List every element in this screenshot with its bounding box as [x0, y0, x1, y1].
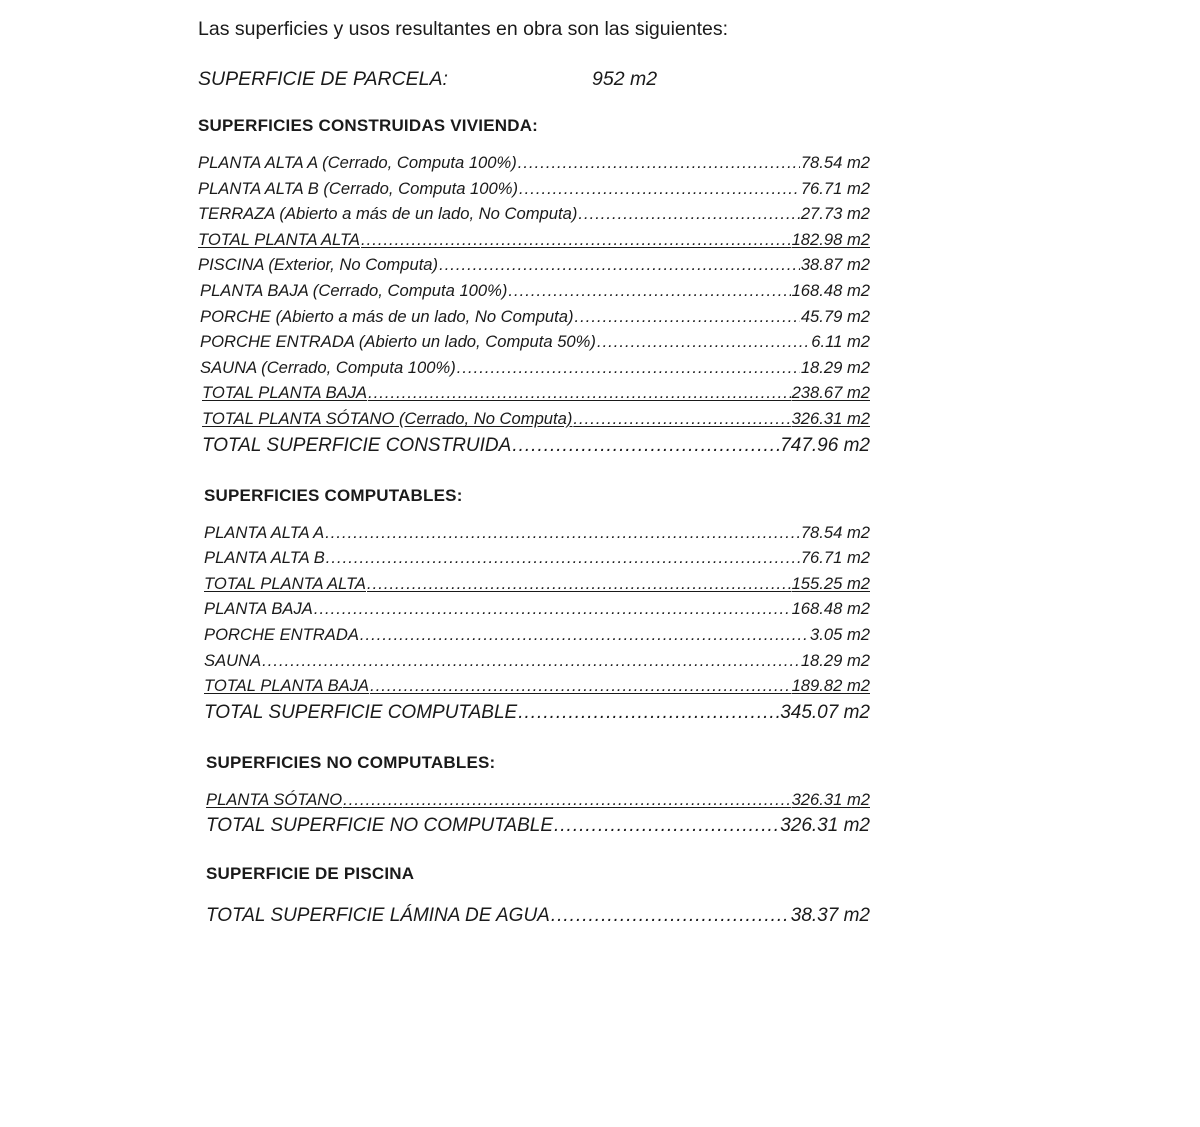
row-label: PLANTA ALTA B	[204, 548, 325, 568]
row-value: 326.31 m2	[780, 815, 870, 837]
leader-dots	[262, 648, 800, 674]
table-row	[198, 176, 870, 202]
row-value: 3.05 m2	[810, 624, 870, 644]
row-label: PORCHE (Abierto a más de un lado, No Computa)	[200, 306, 574, 326]
leader-dots	[367, 571, 791, 597]
leader-dots	[370, 673, 791, 699]
table-row-subtotal	[204, 571, 870, 597]
leader-dots	[519, 176, 800, 202]
leader-dots	[512, 432, 779, 460]
row-value: 168.48 m2	[791, 599, 870, 619]
leader-dots	[343, 787, 790, 813]
table-row	[204, 596, 870, 622]
leader-dots	[326, 545, 800, 571]
table-row	[198, 304, 870, 330]
section-no-computables	[198, 749, 870, 841]
row-value: 326.31 m2	[791, 408, 870, 428]
row-value: 18.29 m2	[800, 357, 870, 377]
parcela-line	[198, 64, 870, 94]
leader-dots	[325, 520, 800, 546]
row-value: 345.07 m2	[780, 701, 870, 723]
table-row	[198, 252, 870, 278]
leader-dots	[508, 278, 790, 304]
row-label: TOTAL PLANTA BAJA	[202, 383, 368, 403]
row-label: TOTAL PLANTA SÓTANO (Cerrado, No Computa)	[202, 408, 573, 428]
row-label: PISCINA (Exterior, No Computa)	[198, 255, 439, 275]
leader-dots	[578, 201, 799, 227]
leader-dots	[361, 227, 791, 253]
row-label: TOTAL PLANTA ALTA	[198, 229, 360, 249]
row-value: 18.29 m2	[800, 650, 870, 670]
row-value: 38.37 m2	[790, 905, 870, 927]
row-label: SAUNA (Cerrado, Computa 100%)	[200, 357, 456, 377]
table-row	[204, 622, 870, 648]
parcela-value: 952 m2	[592, 68, 658, 90]
row-value: 189.82 m2	[791, 676, 870, 696]
table-row	[198, 150, 870, 176]
leader-dots	[360, 622, 809, 648]
row-label: TOTAL SUPERFICIE CONSTRUIDA	[202, 434, 512, 456]
leader-dots	[573, 406, 790, 432]
row-label: PLANTA BAJA (Cerrado, Computa 100%)	[200, 280, 508, 300]
table-row-total	[206, 902, 870, 930]
rows-piscina	[206, 902, 870, 930]
leader-dots	[368, 380, 791, 406]
row-value: 38.87 m2	[800, 255, 870, 275]
row-label: PLANTA SÓTANO	[206, 789, 343, 809]
table-row-total	[206, 812, 870, 840]
row-value: 182.98 m2	[791, 229, 870, 249]
row-value: 78.54 m2	[800, 153, 870, 172]
row-value: 76.71 m2	[800, 548, 870, 568]
section-heading: SUPERFICIES NO COMPUTABLES:	[206, 752, 496, 772]
row-label: PORCHE ENTRADA (Abierto un lado, Computa 50%)	[200, 332, 596, 352]
intro-text: Las superficies y usos resultantes en obra son las siguientes:	[198, 18, 729, 40]
row-label: TERRAZA (Abierto a más de un lado, No Computa)	[198, 204, 578, 224]
leader-dots	[314, 596, 791, 622]
table-row	[204, 520, 870, 546]
table-row-total	[204, 699, 870, 727]
table-row-total	[198, 432, 870, 460]
row-value: 27.73 m2	[800, 204, 870, 224]
row-label: PLANTA ALTA A (Cerrado, Computa 100%)	[198, 153, 517, 172]
row-label: TOTAL SUPERFICIE COMPUTABLE	[204, 701, 518, 723]
rows-computables	[204, 520, 870, 727]
row-label: SAUNA	[204, 650, 262, 670]
table-row	[204, 545, 870, 571]
row-label: TOTAL PLANTA ALTA	[204, 573, 366, 593]
section-construidas	[198, 112, 870, 460]
row-label: TOTAL SUPERFICIE LÁMINA DE AGUA	[206, 905, 550, 927]
row-label: TOTAL PLANTA BAJA	[204, 676, 370, 696]
row-value: 78.54 m2	[800, 522, 870, 542]
row-label: PORCHE ENTRADA	[204, 624, 359, 644]
table-row-subtotal	[198, 406, 870, 432]
table-row	[198, 329, 870, 355]
section-heading: SUPERFICIE DE PISCINA	[206, 864, 415, 884]
row-value: 76.71 m2	[800, 178, 870, 198]
table-row	[204, 648, 870, 674]
row-value: 168.48 m2	[791, 280, 870, 300]
leader-dots	[554, 812, 779, 840]
table-row	[198, 355, 870, 381]
leader-dots	[518, 150, 800, 176]
row-value: 326.31 m2	[791, 789, 870, 809]
leader-dots	[439, 252, 800, 278]
row-value: 238.67 m2	[791, 383, 870, 403]
section-heading: SUPERFICIES COMPUTABLES:	[204, 485, 463, 505]
row-value: 747.96 m2	[780, 434, 870, 456]
row-label: PLANTA ALTA B (Cerrado, Computa 100%)	[198, 178, 519, 198]
table-row	[198, 201, 870, 227]
row-label: PLANTA BAJA	[204, 599, 313, 619]
parcela-label: SUPERFICIE DE PARCELA:	[198, 68, 448, 90]
leader-dots	[457, 355, 800, 381]
section-heading: SUPERFICIES CONSTRUIDAS VIVIENDA:	[198, 116, 539, 135]
row-value: 155.25 m2	[791, 573, 870, 593]
row-value: 45.79 m2	[800, 306, 870, 326]
table-row-subtotal	[206, 787, 870, 813]
table-row-subtotal	[204, 673, 870, 699]
document-page	[198, 14, 870, 930]
row-label: TOTAL SUPERFICIE NO COMPUTABLE	[206, 815, 553, 837]
leader-dots	[518, 699, 779, 727]
table-row-subtotal	[198, 380, 870, 406]
row-label: PLANTA ALTA A	[204, 522, 325, 542]
leader-dots	[575, 304, 800, 330]
rows-no-computables	[206, 787, 870, 841]
section-piscina	[198, 860, 870, 930]
leader-dots	[551, 902, 790, 930]
row-value: 6.11 m2	[811, 332, 870, 352]
leader-dots	[597, 329, 810, 355]
table-row	[198, 278, 870, 304]
table-row-subtotal	[198, 227, 870, 253]
rows-construidas	[198, 150, 870, 460]
section-computables	[198, 482, 870, 727]
